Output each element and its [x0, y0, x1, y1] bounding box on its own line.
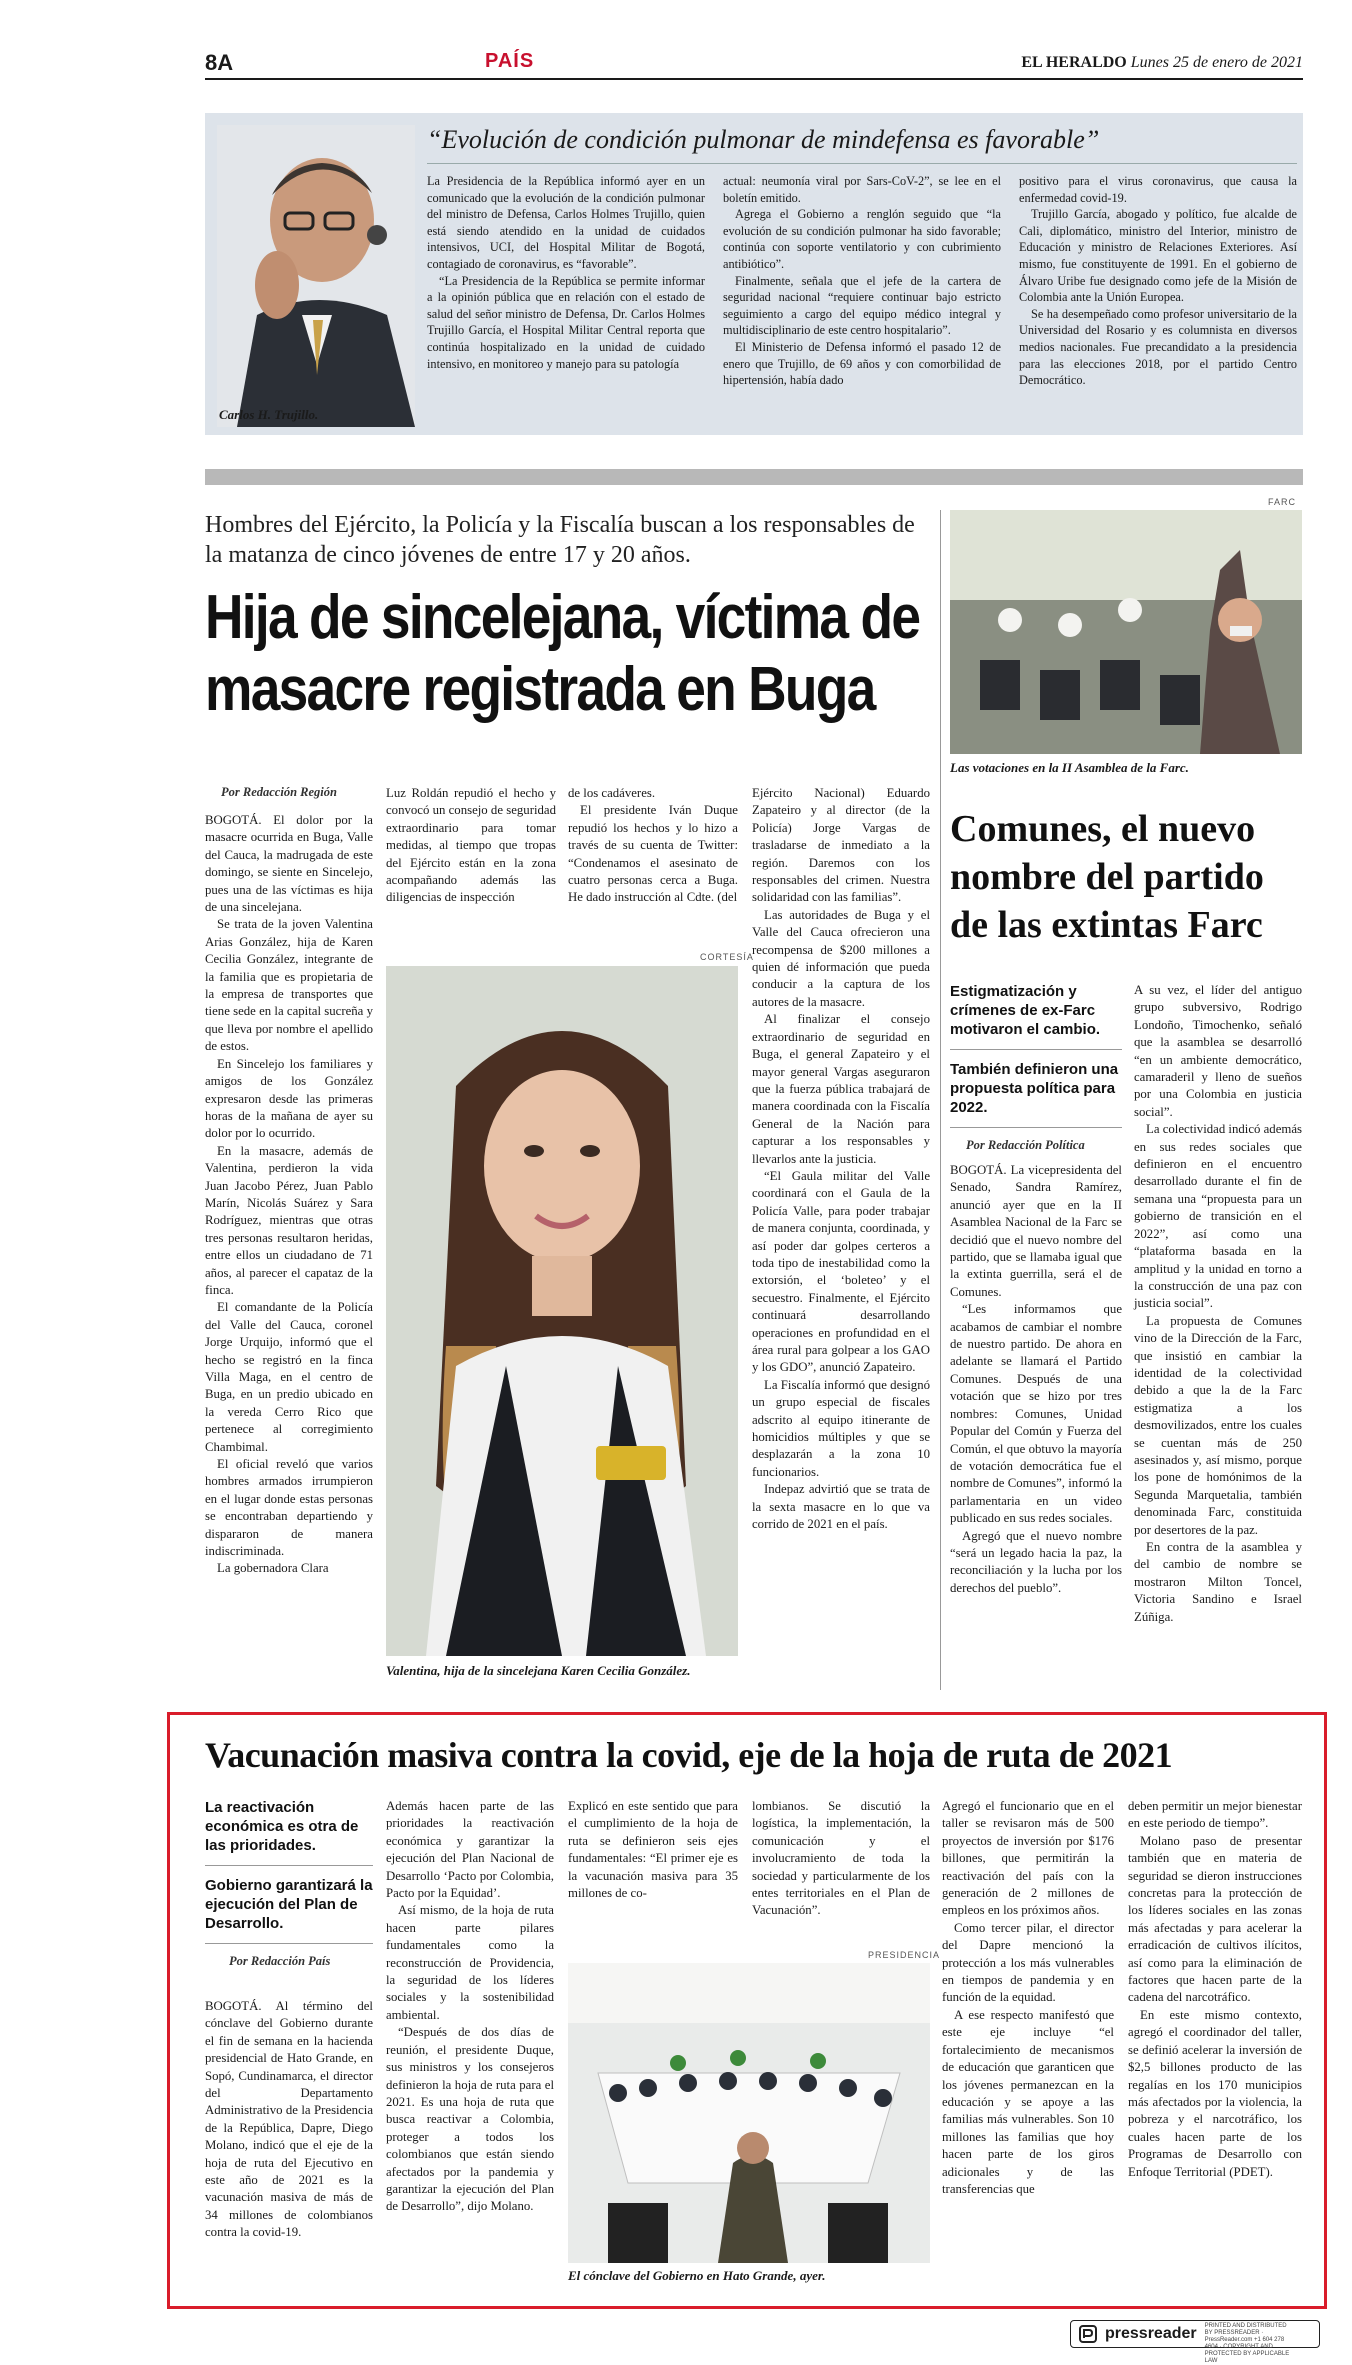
paragraph: Además hacen parte de las prioridades la reactivación económica y garantizar la ejecución del Plan Nacional de Desarrollo ‘Pacto por Colombia, Pacto por la Equidad’.: [386, 1799, 554, 1901]
vacunacion-col-2: [386, 1798, 554, 2294]
vacunacion-col-5: [942, 1798, 1114, 2294]
paragraph: El Ministerio de Defensa informó el pasado 12 de enero que Trujillo, de 69 años y con comorbilidad de hipertensión, había dado: [723, 339, 1001, 388]
buga-kicker: Hombres del Ejército, la Policía y la Fiscalía buscan a los responsables de la matanza de cinco jóvenes de entre 17 y 20 años.: [205, 512, 915, 568]
trujillo-col-1: [427, 173, 705, 425]
trujillo-article-body: [427, 173, 1297, 425]
date-text: Lunes 25 de enero de 2021: [1130, 54, 1303, 71]
comunes-byline: Por Redacción Política: [966, 1138, 1085, 1152]
paragraph: Al finalizar el consejo extraordinario de seguridad en Buga, el general Zapateiro y el mayor general Vargas aseguraron que la fuerza pública trabajará de manera coordinada con la Fiscalía General de la Nación para capturar a los responsables y llevarlos ante la justicia.: [752, 1012, 930, 1166]
hato-grande-photo: [568, 1963, 930, 2263]
vacunacion-col-3: [568, 1798, 738, 1901]
section-divider-bar: [205, 469, 1303, 485]
paragraph: lombianos. Se discutió la logística, la implementación, la comunicación y el involucramiento de toda la sociedad y particularmente de los entes territoriales en el Plan de Vacunación”.: [752, 1799, 930, 1918]
trujillo-col-2: [723, 173, 1001, 425]
vacunacion-decks: [205, 1798, 373, 1969]
paragraph: Indepaz advirtió que se trata de la sexta masacre en lo que va corrido de 2021 en el país.: [752, 1482, 930, 1532]
paragraph: Explicó en este sentido que para el cumplimiento de la hoja de ruta se definieron seis ejes fundamentales: “El primer eje es la vacunación masiva para 35 millones de co-: [568, 1799, 738, 1901]
pressreader-logo-text: pressreader: [1105, 2325, 1197, 2342]
assembly-illustration: [950, 510, 1302, 754]
vacunacion-byline: Por Redacción País: [229, 1954, 331, 1968]
paragraph: En este mismo contexto, agregó el coordinador del taller, se definió acelerar la inversión de $2,5 billones producto de las regalías en los 170 municipios más afectados por la violencia, la pobreza y el narcotráfico, los cuales hacen parte de los Programas de Desarrollo con Enfoque Territorial (PDET).: [1128, 2007, 1302, 2179]
paragraph: En contra de la asamblea y del cambio de nombre se mostraron Milton Toncel, Victoria Sandino e Israel Zúñiga.: [1134, 1540, 1302, 1624]
deck-divider: [950, 1049, 1122, 1050]
paragraph: “El Gaula militar del Valle coordinará con el Gaula de la Policía Valle, para poder trabajar de manera conjunta, coordinada, y así poder dar golpes certeros a toda tipo de inestabilidad como la extorsión, el ‘boleteo’ y el secuestro. Finalmente, el Ejército continuará desarrollando operaciones en profundidad en el área rural para golpear a los GAO y los GDO”, anunció Zapateiro.: [752, 1168, 930, 1375]
paragraph: “Les informamos que acabamos de cambiar el nombre de nuestro partido. De ahora en adelante se llamará el Partido Comunes. Después de una votación que se hizo por tres nombres: Comunes, Unidad Popular del Común y Fuerza del Común, el que obtuvo la mayoría de votación democrática fue el nombre de Comunes”, informó la parlamentaria en un video publicado en sus redes sociales.: [950, 1302, 1122, 1526]
paragraph: Finalmente, señala que el jefe de la cartera de seguridad nacional “requiere continuar bajo estricto seguimiento a cargo del equipo médico integral y multidisciplinario de este centro hospitalario”.: [723, 273, 1001, 338]
paragraph: BOGOTÁ. El dolor por la masacre ocurrida en Buga, Valle del Cauca, la madrugada de este domingo, se siente en Sincelejo, pues una de las víctimas es hija de una sincelejana.: [205, 813, 373, 915]
buga-headline: [205, 582, 925, 752]
paragraph: Agrega el Gobierno a renglón seguido que “la evolución de su condición pulmonar ha sido favorable; continúa con soporte ventilatorio y con cubrimiento antibiótico”.: [723, 207, 1001, 271]
page-header: [205, 48, 1303, 80]
paragraph: La Presidencia de la República informó ayer en un comunicado que la evolución de la condición pulmonar del ministro de Defensa, Carlos Holmes Trujillo, quien está siendo atendido en la unidad de cuidados intensivos, UCI, del Hospital Militar de Bogotá, contagiado de coronavirus, es “favorable”.: [427, 174, 705, 271]
paragraph: actual: neumonía viral por Sars-CoV-2”, se lee en el boletín emitido.: [723, 174, 1001, 205]
paragraph: BOGOTÁ. Al término del cónclave del Gobierno durante el fin de semana en la hacienda presidencial de Hato Grande, en Sopó, Cundinamarca, el director del Departamento Administrativo de la Presidencia de la República, Dapre, Diego Molano, indicó que el eje de la hoja de ruta del Ejecutivo en este año de 2021 es la vacunación masiva de más de 34 millones de colombianos contra la covid-19.: [205, 1999, 373, 2240]
comunes-col-2: [1134, 982, 1302, 1692]
pressreader-badge[interactable]: [1070, 2320, 1320, 2364]
buga-byline: Por Redacción Región: [221, 785, 337, 799]
deck-divider: [205, 1943, 373, 1944]
trujillo-photo-caption: Carlos H. Trujillo.: [219, 407, 319, 422]
valentina-photo-credit: CORTESÍA: [700, 952, 754, 962]
presidencia-photo-credit: PRESIDENCIA: [868, 1950, 941, 1960]
buga-headline-line-1: Hija de sincelejana, víctima de: [205, 583, 920, 652]
paragraph: de los cadáveres.: [568, 786, 656, 800]
paragraph: El comandante de la Policía del Valle del Cauca, coronel Jorge Urquijo, informó que el hecho se registró en la finca Villa Maga, en el centro de Buga, en un predio ubicado en la vereda Cerro Rico que pertenece al corregimiento Chambimal.: [205, 1300, 373, 1454]
quote-divider: [427, 163, 1297, 164]
publication-name: EL HERALDO: [1021, 54, 1127, 71]
deck-divider: [205, 1865, 373, 1866]
trujillo-quote-headline: “Evolución de condición pulmonar de mindefensa es favorable”: [427, 125, 1100, 154]
buga-col-1: [205, 785, 373, 1685]
paragraph: Ejército Nacional) Eduardo Zapateiro y al director (de la Policía) Jorge Vargas de trasladarse de inmediato a la región. Daremos con los responsables del crimen. Nuestra solidaridad con las familias”.: [752, 786, 930, 905]
pressreader-fine-print: PRINTED AND DISTRIBUTED BY PRESSREADER · PressReader.com +1 604 278 4604 · COPYRIGHT AND PROTECTED BY APPLICABLE LAW: [1204, 2323, 1290, 2364]
valentina-photo-caption: Valentina, hija de la sincelejana Karen Cecilia González.: [386, 1663, 691, 1678]
comunes-deck-2: También definieron una propuesta política para 2022.: [950, 1061, 1119, 1116]
page-number: 8A: [205, 50, 234, 75]
paragraph: Se ha desempeñado como profesor universitario de la Universidad del Rosario y es columnista en diversos medios nacionales. Fue precandidato a la presidencia para las elecciones 2018, por el partido Centro Democrático.: [1019, 306, 1297, 388]
valentina-portrait-illustration: [386, 966, 738, 1656]
comunes-headline: Comunes, el nuevo nombre del partido de las extintas Farc: [950, 808, 1264, 946]
paragraph: BOGOTÁ. La vicepresidenta del Senado, Sandra Ramírez, anunció ayer que en la II Asamblea Nacional de la Farc se decidió que el nuevo nombre del partido, que se llamaba igual que la extinta guerrilla, será el de Comunes.: [950, 1163, 1122, 1299]
paragraph: deben permitir un mejor bienestar en este periodo de tiempo”.: [1128, 1799, 1302, 1831]
paragraph: La propuesta de Comunes vino de la Dirección de la Farc, que insistió en cambiar la identidad de la colectividad debido a que la de la Farc estigmatiza a los desmovilizados, entre los cuales se cuentan más de 250 asesinados y, así mismo, porque los pone de homónimos de la Segunda Marquetalia, también denominada Farc, constituida por desertores de la paz.: [1134, 1313, 1302, 1537]
column-divider: [940, 510, 941, 1690]
paragraph: El oficial reveló que varios hombres armados irrumpieron en el lugar donde estas personas se encontraban departiendo y dispararon de manera indiscriminada.: [205, 1457, 373, 1559]
farc-photo-credit: FARC: [1268, 497, 1297, 507]
trujillo-article-box: [205, 113, 1303, 435]
paragraph: En Sincelejo los familiares y amigos de los González expresaron desde las primeras horas de la mañana de ayer su dolor por lo ocurrido.: [205, 1056, 373, 1141]
vacunacion-headline: Vacunación masiva contra la covid, eje de la hoja de ruta de 2021: [205, 1735, 1173, 1775]
paragraph: Molano paso de presentar también que en materia de seguridad se dieron instrucciones concretas para la protección de los líderes sociales en las zonas más afectadas y para acelerar la erradicación de cultivos ilícitos, así como para la eliminación de factores que hacen parte de la cadena del narcotráfico.: [1128, 1833, 1302, 2005]
paragraph: Agregó el funcionario que en el taller se revisaron más de 500 proyectos de inversión por $176 billones, que permitirán la reactivación del país con la generación de 2 millones de empleos en los próximos años.: [942, 1799, 1114, 1918]
paragraph: En la masacre, además de Valentina, perdieron la vida Juan Jacobo Pérez, Juan Pablo Marín, Nicolás Suárez y Sara Rodríguez, mientras que otras tres personas resultaron heridas, entre ellos un ciudadano de 71 años, al parecer el capataz de la finca.: [205, 1143, 373, 1297]
hato-grande-photo-caption: El cónclave del Gobierno en Hato Grande, ayer.: [568, 2268, 826, 2283]
paragraph: positivo para el virus coronavirus, que causa la enfermedad covid-19.: [1019, 174, 1297, 205]
trujillo-col-3: [1019, 173, 1297, 425]
paragraph: A ese respecto manifestó que este eje incluye “el fortalecimiento de mecanismos de educación que garanticen que los jóvenes permanezcan en la educación y se apoye a las familias más vulnerables. Son 10 millones las familias que hoy hacen parte de los giros adicionales y de las transferencias que: [942, 2007, 1114, 2196]
paragraph: Luz Roldán repudió el hecho y convocó un consejo de seguridad extraordinario para tomar medidas, al tiempo que tropas del Ejército están en la zona acompañando además las diligencias de inspección: [386, 786, 556, 905]
publication-date: [1021, 54, 1303, 72]
paragraph: Trujillo García, abogado y político, fue alcalde de Cali, diplomático, ministro del Interior, ministro de Educación y ministro de Relaciones Exteriores. Así mismo, fue constituyente de 1991. En el gobierno de Álvaro Uribe fue designado como jefe de la Misión de Colombia ante la Unión Europea.: [1019, 207, 1297, 305]
paragraph: Se trata de la joven Valentina Arias González, hija de Karen Cecilia González, integrante de la familia que es propietaria de la empresa de transportes que tiene sede en la capital sucreña y que lleva por nombre el apellido de estos.: [205, 917, 373, 1054]
paragraph: Las autoridades de Buga y el Valle del Cauca ofrecieron una recompensa de $200 millones a quien dé información que pueda conducir a la captura de los autores de la masacre.: [752, 907, 930, 1009]
vacunacion-deck-1: La reactivación económica es otra de las prioridades.: [205, 1799, 359, 1854]
paragraph: La colectividad indicó además en sus redes sociales que definieron en el encuentro desarrollado durante el fin de semana una “propuesta para un gobierno de transición en el 2022”, así como una “plataforma basada en la amplitud y la unidad en torno a la construcción de una paz con justicia social”.: [1134, 1122, 1302, 1311]
deck-divider: [950, 1127, 1122, 1128]
farc-photo-caption: Las votaciones en la II Asamblea de la Farc.: [950, 760, 1189, 775]
paragraph: La Fiscalía informó que designó un grupo especial de fiscales adscrito al equipo itinerante de homicidios múltiples y que se desplazarán a la zona 10 funcionarios.: [752, 1377, 930, 1479]
comunes-deck-1: Estigmatización y crímenes de ex-Farc motivaron el cambio.: [950, 983, 1101, 1038]
paragraph: Así mismo, de la hoja de ruta hacen parte pilares fundamentales como la reconstrucción de Providencia, la seguridad de los líderes sociales y la sostenibilidad ambiental.: [386, 1903, 554, 2022]
paragraph: Agregó que el nuevo nombre “será un legado hacia la paz, la reconciliación y la lucha por los derechos del pueblo”.: [950, 1528, 1122, 1595]
comunes-col-1: [950, 1162, 1122, 1692]
paragraph: El presidente Iván Duque repudió los hechos y lo hizo a través de su cuenta de Twitter: “Condenamos el asesinato de cuatro personas cerca a Buga. He dado instrucción al Cdte. (del: [568, 803, 738, 905]
buga-headline-line-2: masacre registrada en Buga: [205, 655, 875, 724]
portrait-illustration: [217, 125, 415, 427]
valentina-photo: [386, 966, 738, 1656]
paragraph: A su vez, el líder del antiguo grupo subversivo, Rodrigo Londoño, Timochenko, señaló que la asamblea se desarrolló “en un ambiente democrático, camaraderil y lleno de sueños por una Colombia en justicia social”.: [1134, 983, 1302, 1119]
pressreader-icon: [1079, 2325, 1097, 2343]
meeting-illustration: [568, 1963, 930, 2263]
buga-col-3: [568, 785, 738, 935]
buga-col-2: [386, 785, 556, 935]
vacunacion-deck-2: Gobierno garantizará la ejecución del Plan de Desarrollo.: [205, 1877, 373, 1932]
paragraph: “La Presidencia de la República se permite informar a la opinión pública que en relación con el estado de salud del señor ministro de Defensa, Dr. Carlos Holmes Trujillo García, el Hospital Militar Central reporta que continúa hospitalizado en la unidad de cuidado intensivo, en monitoreo y manejo para su patología: [427, 273, 705, 371]
vacunacion-col-1: [205, 1998, 373, 2294]
vacunacion-col-6: [1128, 1798, 1302, 2294]
section-label: PAÍS: [485, 50, 535, 72]
paragraph: Como tercer pilar, el director del Dapre mencionó la protección a los más vulnerables en tiempos de pandemia y en función de la equidad.: [942, 1920, 1114, 2005]
comunes-decks: [950, 982, 1122, 1153]
farc-assembly-photo: [950, 510, 1302, 754]
vacunacion-col-4: [752, 1798, 930, 1918]
buga-col-4: [752, 785, 930, 1690]
paragraph: “Después de dos días de reunión, el presidente Duque, sus ministros y los consejeros definieron la hoja de ruta para el 2021. Es una hoja de ruta que busca reactivar a Colombia, proteger a todos los colombianos que están siendo afectados por la pandemia y garantizar la ejecución del Plan de Desarrollo”, dijo Molano.: [386, 2025, 554, 2214]
paragraph: La gobernadora Clara: [217, 1561, 329, 1576]
trujillo-photo: [217, 125, 415, 427]
